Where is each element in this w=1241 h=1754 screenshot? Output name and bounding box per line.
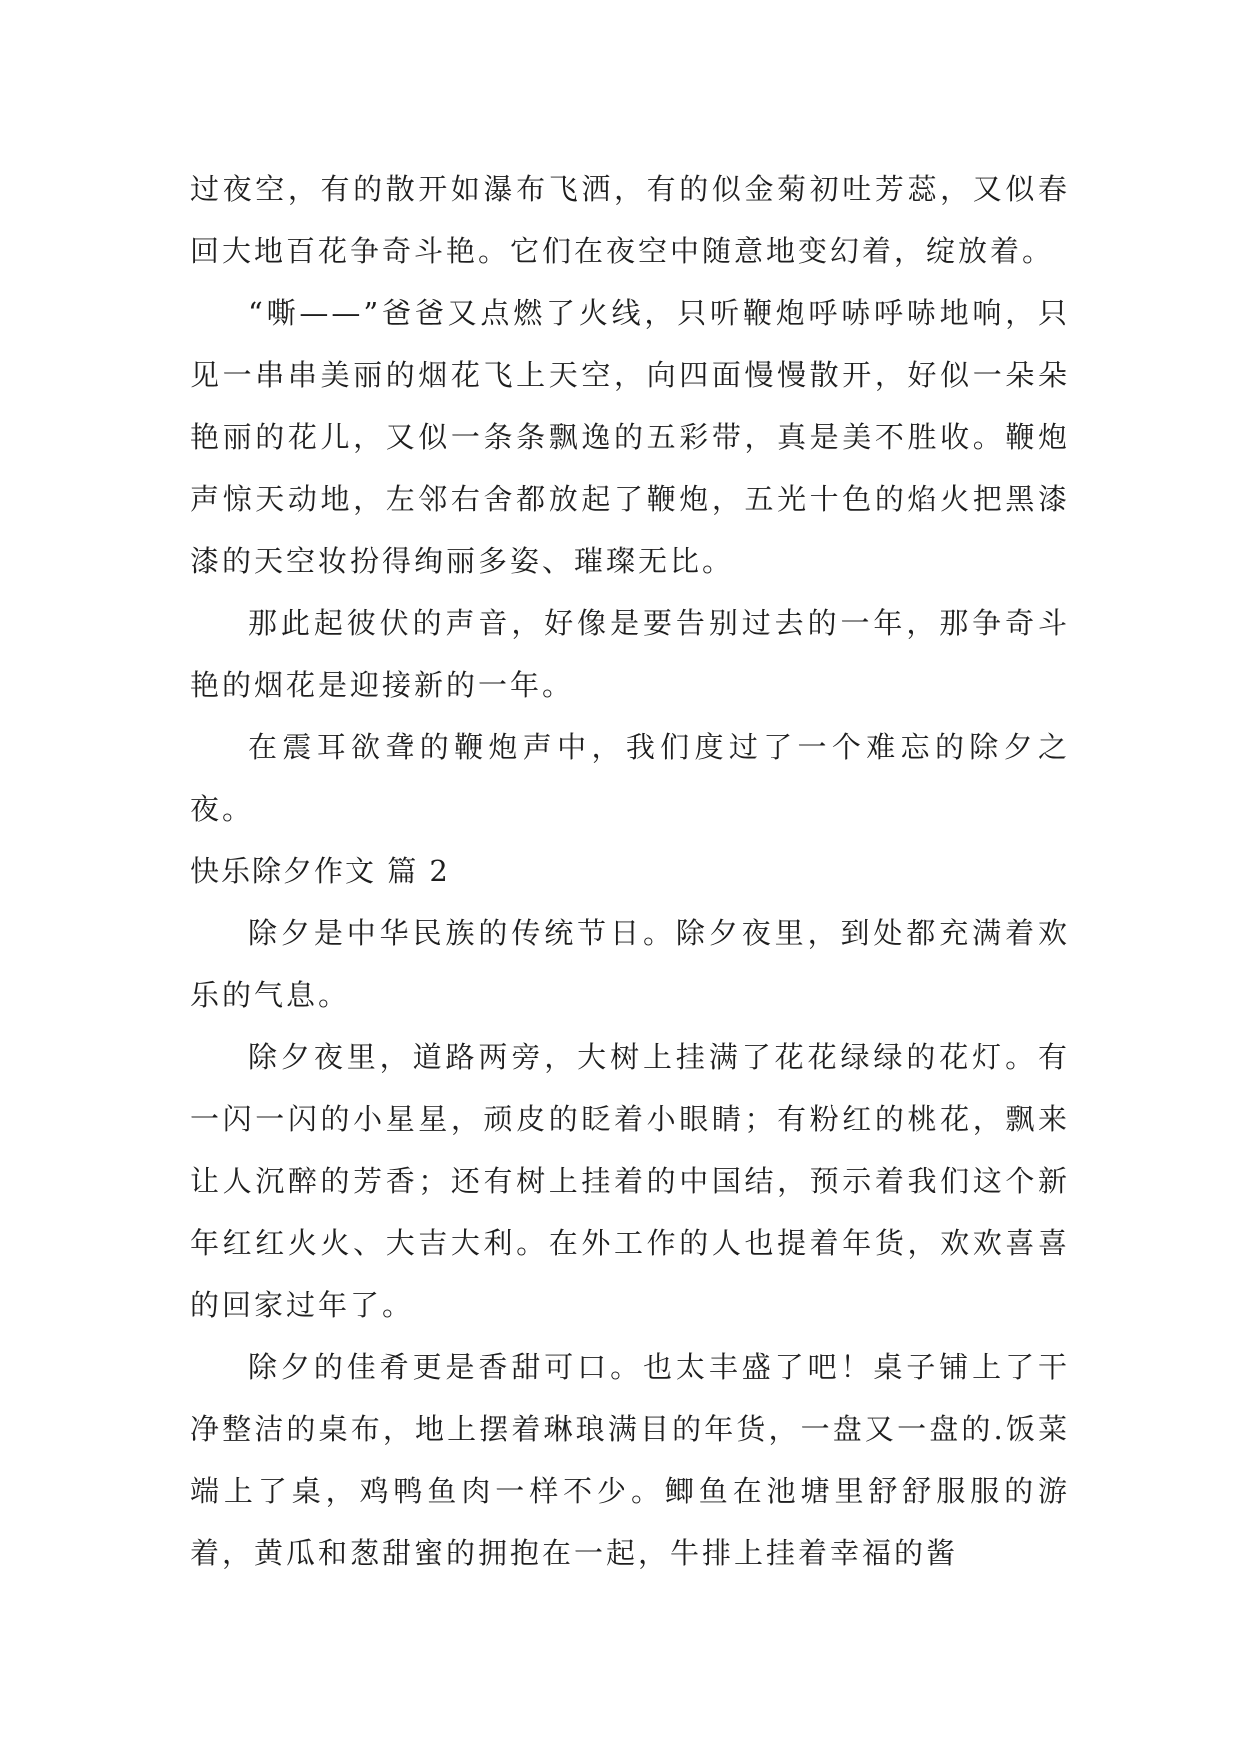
paragraph-feast: 除夕的佳肴更是香甜可口。也太丰盛了吧！桌子铺上了干净整洁的桌布，地上摆着琳琅满目的年货，一盘又一盘的.饭菜端上了桌，鸡鸭鱼肉一样不少。鲫鱼在池塘里舒舒服服的游着，黄瓜和葱甜蜜的拥抱在一起，牛排上挂着幸福的酱 — [190, 1350, 1070, 1570]
document-body — [190, 158, 1070, 1584]
section-heading: 快乐除夕作文 篇 2 — [190, 854, 450, 888]
paragraph-continuation: 过夜空，有的散开如瀑布飞洒，有的似金菊初吐芳蕊，又似春回大地百花争奇斗艳。它们在夜空中随意地变幻着，绽放着。 — [190, 172, 1070, 268]
paragraph-festival-intro: 除夕是中华民族的传统节日。除夕夜里，到处都充满着欢乐的气息。 — [190, 916, 1070, 1012]
paragraph-unforgettable-night: 在震耳欲聋的鞭炮声中，我们度过了一个难忘的除夕之夜。 — [190, 730, 1070, 826]
paragraph-firecracker: “嘶——”爸爸又点燃了火线，只听鞭炮呼哧呼哧地响，只见一串串美丽的烟花飞上天空，向四面慢慢散开，好似一朵朵艳丽的花儿，又似一条条飘逸的五彩带，真是美不胜收。鞭炮声惊天动地，左邻右舍都放起了鞭炮，五光十色的焰火把黑漆漆的天空妆扮得绚丽多姿、璀璨无比。 — [190, 296, 1070, 578]
paragraph-farewell-year: 那此起彼伏的声音，好像是要告别过去的一年，那争奇斗艳的烟花是迎接新的一年。 — [190, 606, 1070, 702]
paragraph-lanterns: 除夕夜里，道路两旁，大树上挂满了花花绿绿的花灯。有一闪一闪的小星星，顽皮的眨着小眼睛；有粉红的桃花，飘来让人沉醉的芳香；还有树上挂着的中国结，预示着我们这个新年红红火火、大吉大利。在外工作的人也提着年货，欢欢喜喜的回家过年了。 — [190, 1040, 1070, 1322]
